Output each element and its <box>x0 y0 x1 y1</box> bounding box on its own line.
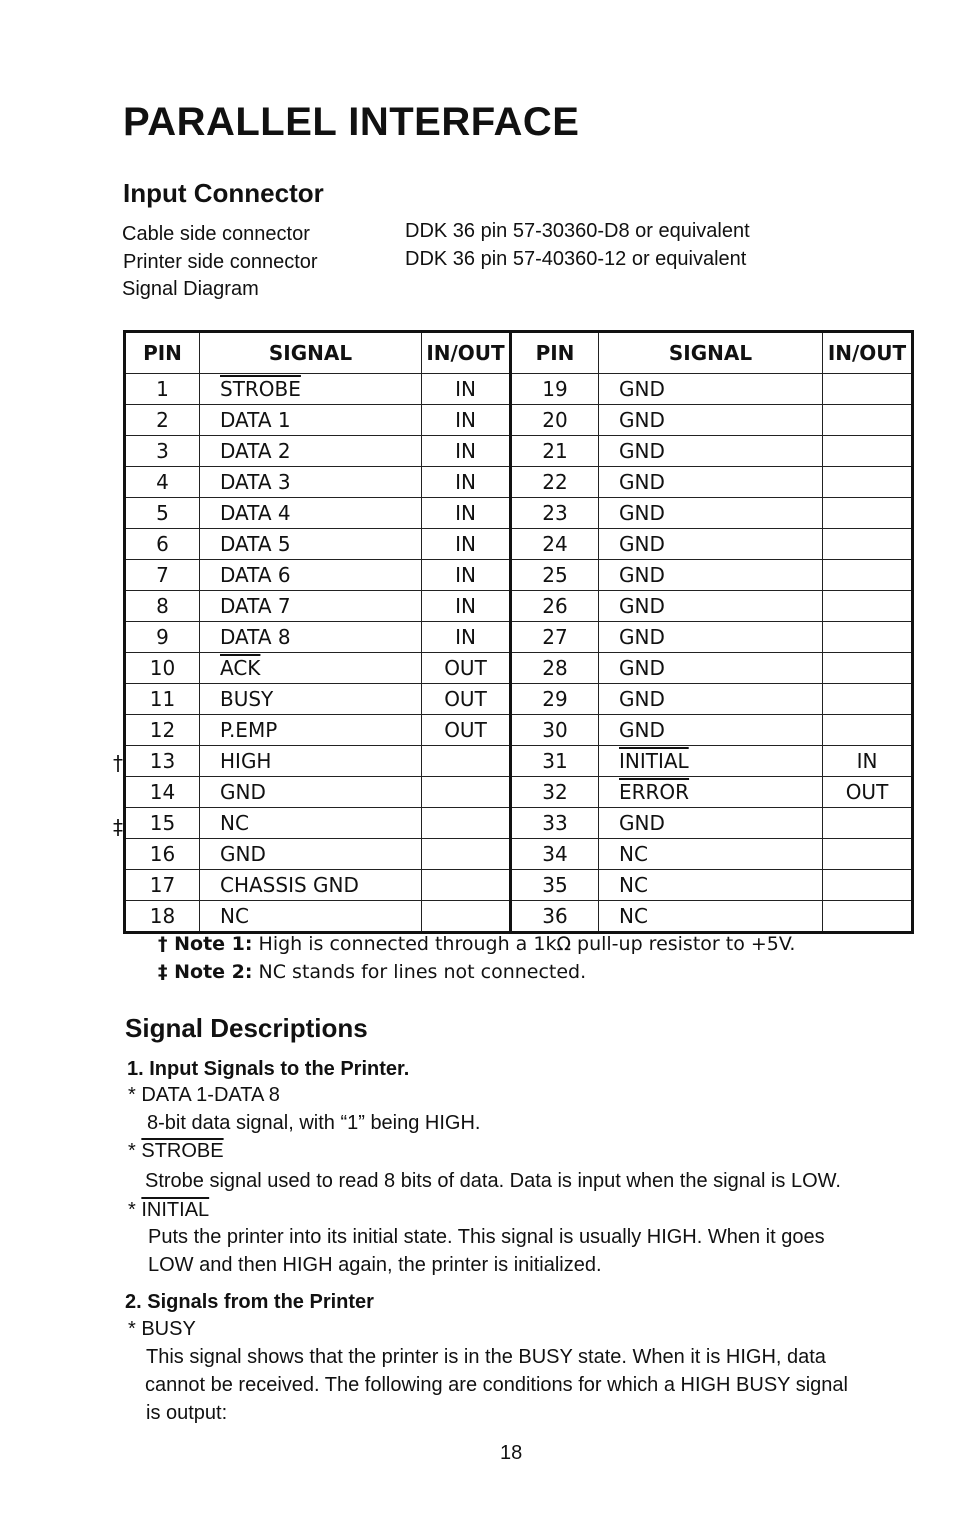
direction-right: OUT <box>823 777 913 808</box>
signal-name-left: DATA 5 <box>200 529 422 560</box>
table-row <box>125 436 913 467</box>
signal-name-left: GND <box>200 839 422 870</box>
spec-label-printer: Printer side connector <box>123 251 318 273</box>
signal-name-left: NC <box>200 808 422 839</box>
pin-number-right: 30 <box>511 715 599 746</box>
signal-name-left: HIGH <box>200 746 422 777</box>
spec-value-cable: DDK 36 pin 57-30360-D8 or equivalent <box>405 220 750 242</box>
signal-name-left: NC <box>200 901 422 933</box>
signal-name-left: DATA 3 <box>200 467 422 498</box>
direction-left <box>422 839 511 870</box>
direction-left <box>422 777 511 808</box>
direction-left: IN <box>422 498 511 529</box>
pin-number-left: 8 <box>125 591 200 622</box>
pin-number-left: 9 <box>125 622 200 653</box>
table-row <box>125 839 913 870</box>
signal-name-left: STROBE <box>200 374 422 405</box>
table-row <box>125 560 913 591</box>
signal-descriptions-heading: Signal Descriptions <box>125 1013 368 1043</box>
header-signal-2: SIGNAL <box>599 332 823 374</box>
strobe-name: STROBE <box>141 1140 224 1162</box>
signal-name-left: BUSY <box>200 684 422 715</box>
double-dagger-mark-pin-15: ‡ <box>113 815 123 839</box>
direction-right <box>823 622 913 653</box>
busy-description-line-2: cannot be received. The following are conditions for which a HIGH BUSY signal <box>145 1374 848 1396</box>
signal-name-left: DATA 6 <box>200 560 422 591</box>
signal-name-right: GND <box>599 684 823 715</box>
pin-number-right: 34 <box>511 839 599 870</box>
signal-name-right: GND <box>599 591 823 622</box>
signal-name-right: GND <box>599 715 823 746</box>
strobe-prefix: * <box>128 1140 136 1162</box>
direction-left: OUT <box>422 684 511 715</box>
direction-left: IN <box>422 622 511 653</box>
table-row <box>125 870 913 901</box>
direction-right <box>823 591 913 622</box>
pin-number-right: 27 <box>511 622 599 653</box>
table-row <box>125 653 913 684</box>
direction-right <box>823 684 913 715</box>
pin-number-right: 35 <box>511 870 599 901</box>
table-row <box>125 808 913 839</box>
direction-left <box>422 808 511 839</box>
direction-left: OUT <box>422 653 511 684</box>
direction-left: OUT <box>422 715 511 746</box>
direction-right <box>823 374 913 405</box>
direction-right <box>823 870 913 901</box>
busy-description-line-1: This signal shows that the printer is in the BUSY state. When it is HIGH, data <box>146 1346 826 1368</box>
direction-right <box>823 901 913 933</box>
table-row <box>125 498 913 529</box>
pin-number-right: 36 <box>511 901 599 933</box>
signal-name-left: DATA 2 <box>200 436 422 467</box>
dagger-mark-pin-13: † <box>113 751 123 775</box>
direction-right <box>823 436 913 467</box>
pin-number-left: 4 <box>125 467 200 498</box>
pin-number-left: 5 <box>125 498 200 529</box>
table-row <box>125 374 913 405</box>
spec-label-signal-diagram: Signal Diagram <box>122 278 259 300</box>
table-row <box>125 777 913 808</box>
direction-right <box>823 405 913 436</box>
pin-number-right: 20 <box>511 405 599 436</box>
pin-number-left: 13 <box>125 746 200 777</box>
signal-name-right: ERROR <box>599 777 823 808</box>
pin-number-left: 14 <box>125 777 200 808</box>
note-2-text: NC stands for lines not connected. <box>258 961 587 983</box>
pin-number-right: 19 <box>511 374 599 405</box>
initial-prefix: * <box>128 1199 136 1221</box>
data-description: 8-bit data signal, with “1” being HIGH. <box>147 1112 481 1134</box>
direction-left: IN <box>422 560 511 591</box>
direction-right <box>823 653 913 684</box>
signal-name-right: NC <box>599 839 823 870</box>
header-inout-2: IN/OUT <box>823 332 913 374</box>
table-header-row <box>125 332 913 374</box>
direction-left: IN <box>422 405 511 436</box>
note-1 <box>158 933 795 955</box>
pin-number-left: 6 <box>125 529 200 560</box>
note-1-mark: † Note 1: <box>158 933 253 955</box>
pin-number-left: 18 <box>125 901 200 933</box>
pin-number-right: 26 <box>511 591 599 622</box>
signal-name-left: CHASSIS GND <box>200 870 422 901</box>
signal-name-right: GND <box>599 374 823 405</box>
direction-left: IN <box>422 529 511 560</box>
signal-name-left: DATA 7 <box>200 591 422 622</box>
initial-description-line-1: Puts the printer into its initial state. This signal is usually HIGH. When it goes <box>148 1226 825 1248</box>
initial-item <box>128 1196 209 1224</box>
table-row <box>125 467 913 498</box>
pin-number-right: 23 <box>511 498 599 529</box>
initial-name: INITIAL <box>141 1199 210 1221</box>
table-row <box>125 405 913 436</box>
direction-right <box>823 560 913 591</box>
table-row <box>125 901 913 933</box>
header-pin-2: PIN <box>511 332 599 374</box>
pin-number-right: 29 <box>511 684 599 715</box>
direction-left: IN <box>422 374 511 405</box>
data-item: * DATA 1-DATA 8 <box>128 1084 280 1106</box>
input-signals-subheading: 1. Input Signals to the Printer. <box>127 1058 410 1080</box>
table-row <box>125 591 913 622</box>
direction-left <box>422 901 511 933</box>
signal-name-right: GND <box>599 436 823 467</box>
header-signal-1: SIGNAL <box>200 332 422 374</box>
pin-number-right: 24 <box>511 529 599 560</box>
signal-name-left: DATA 1 <box>200 405 422 436</box>
signal-name-right: INITIAL <box>599 746 823 777</box>
direction-right <box>823 498 913 529</box>
busy-item: * BUSY <box>128 1318 196 1340</box>
table-row <box>125 715 913 746</box>
table-row <box>125 622 913 653</box>
pin-number-left: 1 <box>125 374 200 405</box>
signal-name-right: GND <box>599 498 823 529</box>
direction-left: IN <box>422 436 511 467</box>
direction-right <box>823 808 913 839</box>
signal-name-right: NC <box>599 901 823 933</box>
direction-right: IN <box>823 746 913 777</box>
pin-number-right: 32 <box>511 777 599 808</box>
signal-name-left: DATA 4 <box>200 498 422 529</box>
signal-name-left: $\overline{ACK}$ <box>200 653 422 684</box>
note-2 <box>158 961 586 983</box>
table-row <box>125 746 913 777</box>
note-2-mark: ‡ Note 2: <box>158 961 253 983</box>
pin-assignment-table <box>123 330 914 934</box>
pin-number-right: 31 <box>511 746 599 777</box>
strobe-description: Strobe signal used to read 8 bits of data. Data is input when the signal is LOW. <box>145 1170 841 1192</box>
pin-number-right: 21 <box>511 436 599 467</box>
page-title: PARALLEL INTERFACE <box>123 100 580 144</box>
signal-name-left: P.EMP <box>200 715 422 746</box>
pin-number-left: 11 <box>125 684 200 715</box>
signal-name-right: GND <box>599 467 823 498</box>
page-number: 18 <box>500 1442 523 1464</box>
strobe-item <box>128 1137 224 1165</box>
input-connector-heading: Input Connector <box>123 178 324 208</box>
signal-name-right: GND <box>599 405 823 436</box>
pin-number-left: 3 <box>125 436 200 467</box>
direction-left <box>422 870 511 901</box>
pin-number-left: 2 <box>125 405 200 436</box>
direction-right <box>823 715 913 746</box>
signal-name-right: GND <box>599 560 823 591</box>
header-inout-1: IN/OUT <box>422 332 511 374</box>
printer-signals-subheading: 2. Signals from the Printer <box>125 1291 374 1313</box>
signal-name-right: GND <box>599 529 823 560</box>
table-row <box>125 529 913 560</box>
pin-number-right: 25 <box>511 560 599 591</box>
spec-label-cable: Cable side connector <box>122 223 310 245</box>
direction-left: IN <box>422 591 511 622</box>
pin-number-left: 7 <box>125 560 200 591</box>
table-row <box>125 684 913 715</box>
pin-number-right: 28 <box>511 653 599 684</box>
note-1-text: High is connected through a 1kΩ pull-up resistor to +5V. <box>258 933 796 955</box>
header-pin-1: PIN <box>125 332 200 374</box>
pin-number-left: 16 <box>125 839 200 870</box>
direction-right <box>823 529 913 560</box>
initial-description-line-2: LOW and then HIGH again, the printer is initialized. <box>148 1254 602 1276</box>
direction-right <box>823 467 913 498</box>
direction-left: IN <box>422 467 511 498</box>
pin-number-right: 22 <box>511 467 599 498</box>
pin-number-right: 33 <box>511 808 599 839</box>
pin-number-left: 15 <box>125 808 200 839</box>
signal-name-left: DATA 8 <box>200 622 422 653</box>
direction-right <box>823 839 913 870</box>
pin-number-left: 10 <box>125 653 200 684</box>
signal-name-right: GND <box>599 653 823 684</box>
signal-name-right: NC <box>599 870 823 901</box>
signal-name-left: GND <box>200 777 422 808</box>
direction-left <box>422 746 511 777</box>
busy-description-line-3: is output: <box>146 1402 228 1424</box>
spec-value-printer: DDK 36 pin 57-40360-12 or equivalent <box>405 248 747 270</box>
signal-name-right: GND <box>599 622 823 653</box>
pin-number-left: 12 <box>125 715 200 746</box>
pin-number-left: 17 <box>125 870 200 901</box>
signal-name-right: GND <box>599 808 823 839</box>
